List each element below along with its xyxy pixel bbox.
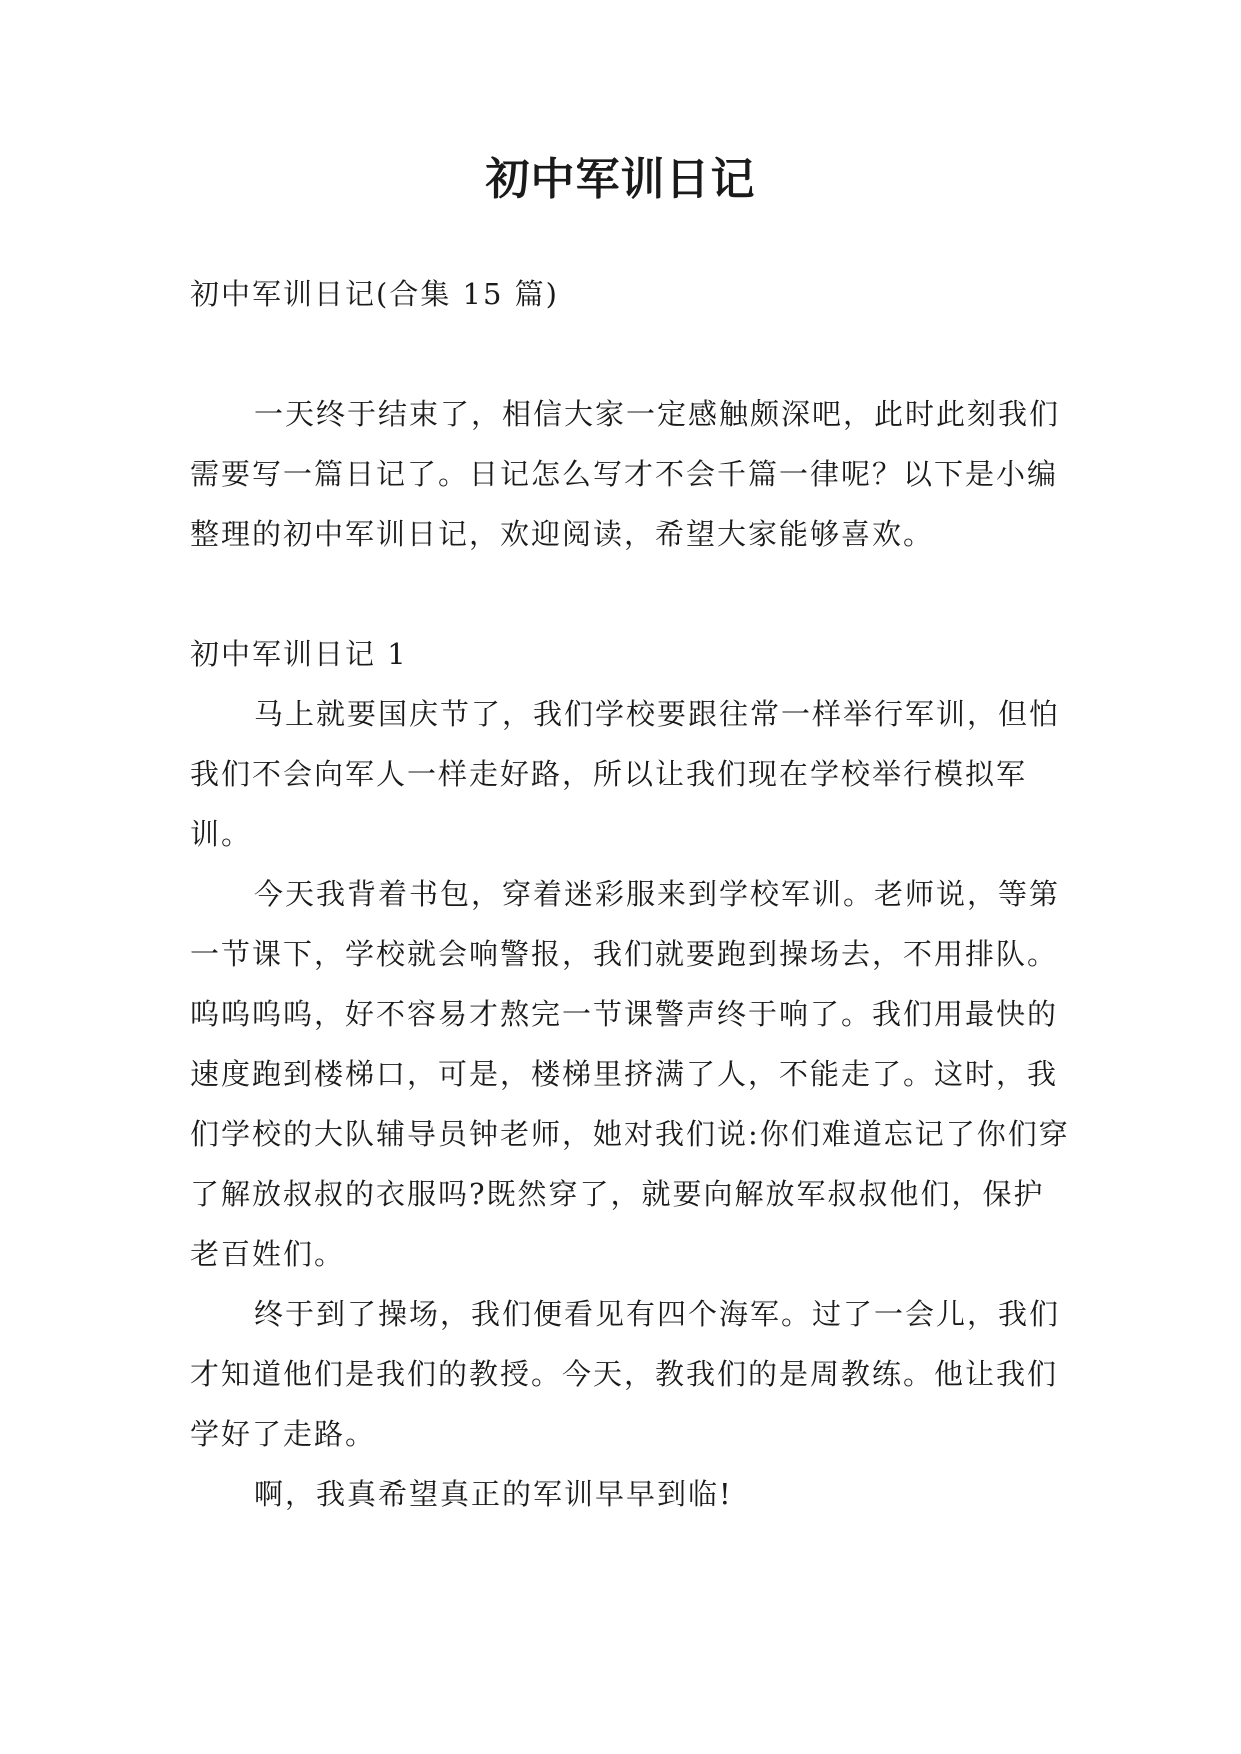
body-paragraph: 终于到了操场，我们便看见有四个海军。过了一会儿，我们才知道他们是我们的教授。今天，教我们的是周教练。他让我们学好了走路。 — [190, 1297, 1061, 1451]
document-subtitle: 初中军训日记(合集 15 篇) — [190, 277, 559, 311]
document-title: 初中军训日记 — [485, 154, 756, 205]
body-paragraph: 今天我背着书包，穿着迷彩服来到学校军训。老师说，等第一节课下，学校就会响警报，我们就要跑到操场去，不用排队。呜呜呜呜，好不容易才熬完一节课警声终于响了。我们用最快的速度跑到楼梯口，可是，楼梯里挤满了人，不能走了。这时，我们学校的大队辅导员钟老师，她对我们说:你们难道忘记了你们穿了解放叔叔的衣服吗?既然穿了，就要向解放军叔叔他们，保护老百姓们。 — [190, 877, 1070, 1271]
intro-paragraph: 一天终于结束了，相信大家一定感触颇深吧，此时此刻我们需要写一篇日记了。日记怎么写才不会千篇一律呢？以下是小编整理的初中军训日记，欢迎阅读，希望大家能够喜欢。 — [190, 397, 1061, 551]
body-paragraph: 啊，我真希望真正的军训早早到临! — [254, 1477, 733, 1511]
body-paragraph: 马上就要国庆节了，我们学校要跟往常一样举行军训，但怕我们不会向军人一样走好路，所以让我们现在学校举行模拟军训。 — [190, 697, 1061, 851]
document-body — [190, 264, 1070, 1524]
section-heading: 初中军训日记 1 — [190, 637, 408, 671]
